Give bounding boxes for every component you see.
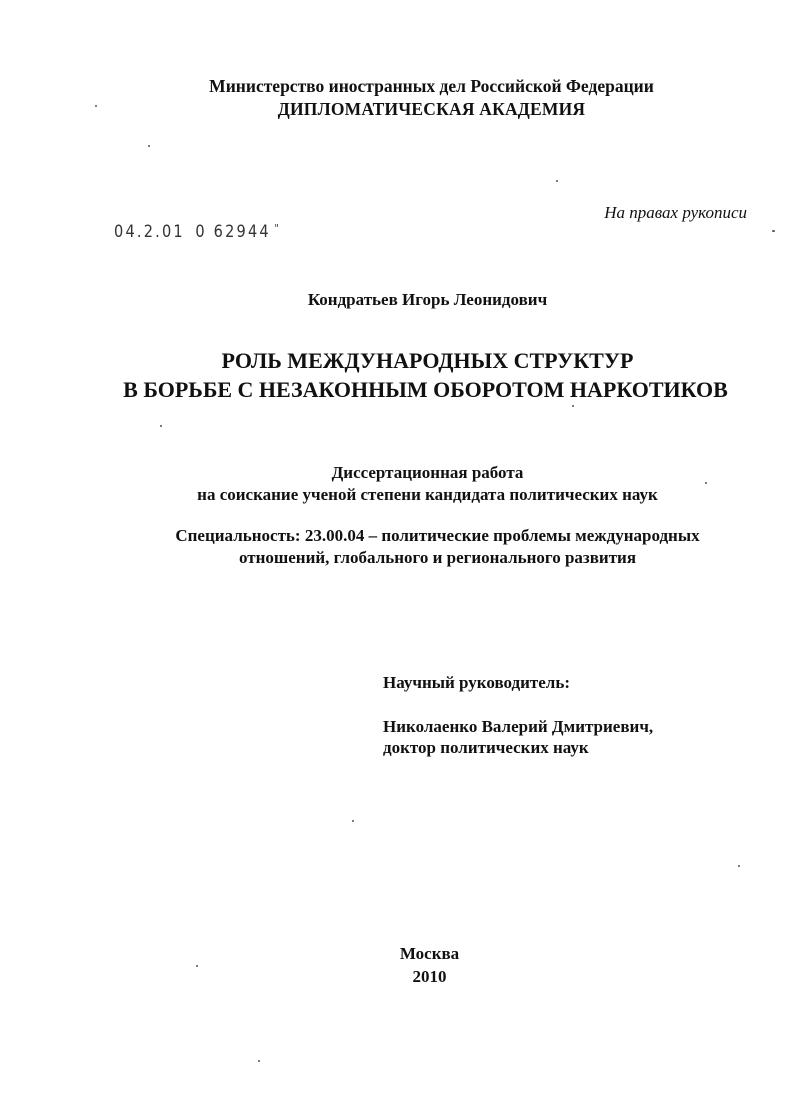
ministry-name: Министерство иностранных дел Российской Федерации (209, 76, 654, 96)
academy-name: ДИПЛОМАТИЧЕСКАЯ АКАДЕМИЯ (277, 99, 586, 119)
scan-speck (705, 482, 707, 484)
registration-mark: " (274, 222, 282, 235)
scan-speck (160, 425, 162, 427)
thesis-title-line-1: РОЛЬ МЕЖДУНАРОДНЫХ СТРУКТУР (221, 348, 634, 373)
scan-speck (148, 145, 150, 147)
registration-code: 04.2.01 (114, 222, 185, 241)
specialty-line-2: отношений, глобального и регионального развития (238, 548, 637, 567)
scan-speck (352, 820, 354, 822)
scan-speck (738, 865, 740, 867)
scan-speck (258, 1060, 260, 1062)
registration-serial: 0 62944 (195, 222, 271, 241)
specialty-line-1: Специальность: 23.00.04 – политические проблемы международных (175, 526, 700, 545)
scan-speck (556, 180, 558, 182)
degree-sought: на соискание ученой степени кандидата политических наук (197, 485, 658, 504)
registration-number (114, 222, 281, 241)
scan-speck (572, 405, 574, 407)
rights-note: На правах рукописи (604, 203, 747, 222)
thesis-title-line-2: В БОРЬБЕ С НЕЗАКОННЫМ ОБОРОТОМ НАРКОТИКОВ (123, 377, 728, 402)
advisor-name: Николаенко Валерий Дмитриевич, (383, 717, 654, 736)
scan-speck (95, 105, 97, 107)
scan-speck (196, 965, 198, 967)
advisor-heading: Научный руководитель: (383, 673, 570, 692)
city: Москва (399, 944, 460, 963)
author-name: Кондратьев Игорь Леонидович (307, 290, 548, 309)
year: 2010 (412, 967, 447, 986)
scan-speck (772, 230, 775, 232)
work-type: Диссертационная работа (331, 463, 524, 482)
advisor-degree: доктор политических наук (383, 738, 589, 757)
